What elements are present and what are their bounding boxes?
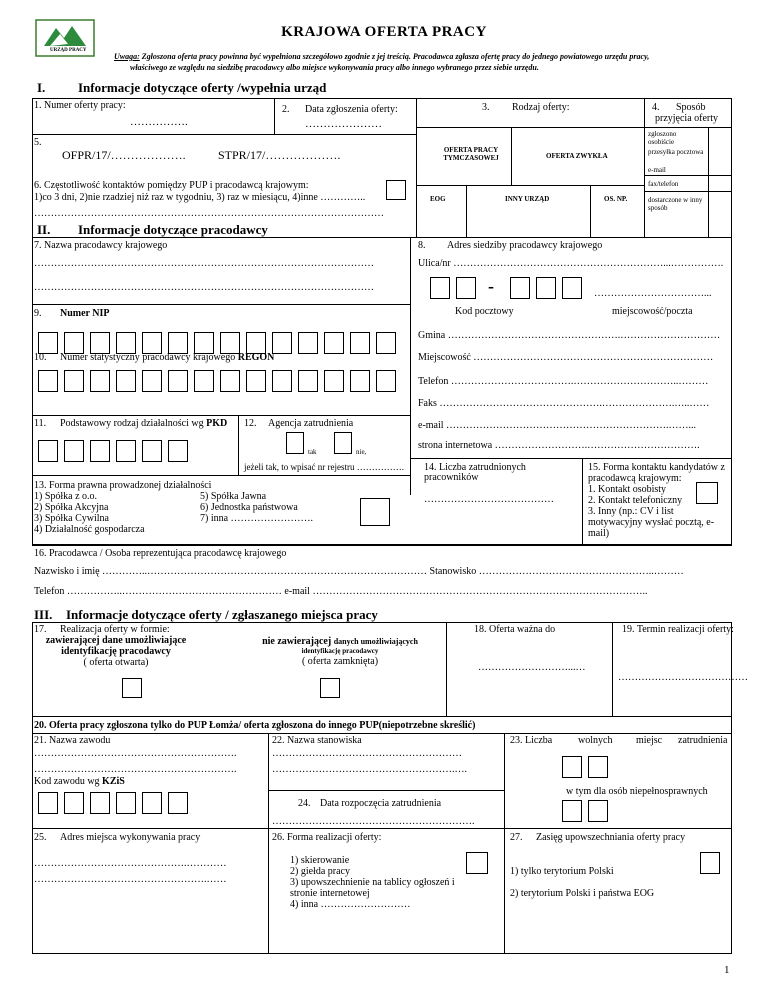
profession-code-digit[interactable] <box>90 792 110 814</box>
field-25-num: 25. <box>34 832 47 843</box>
nip-digit[interactable] <box>142 332 162 354</box>
field-12-label: Agencja zatrudnienia <box>268 418 354 429</box>
pkd-digit[interactable] <box>168 440 188 462</box>
section-3-number: III. <box>34 607 53 622</box>
field-14-value[interactable]: ………………………………… <box>424 494 554 505</box>
legal-form-7: 7) inna ……………………. <box>200 513 314 524</box>
legal-form-6: 6) Jednostka państwowa <box>200 502 298 513</box>
field-4-label-b: przyjęcia oferty <box>655 113 719 124</box>
field-11-num: 11. <box>34 418 47 429</box>
nip-digit[interactable] <box>246 332 266 354</box>
type-eog[interactable]: EOG <box>430 195 446 203</box>
field-2-num: 2. <box>282 104 290 115</box>
field-17-label: Realizacja oferty w formie: <box>60 624 170 635</box>
field-8-num: 8. <box>418 240 426 251</box>
field-15-line-4: 2. Kontakt telefoniczny <box>588 495 683 506</box>
vacancies-digit[interactable] <box>562 756 582 778</box>
type-temporary[interactable]: OFERTA PRACY TYMCZASOWEJ <box>443 146 499 162</box>
kzis-text: Kod zawodu wg <box>34 776 100 787</box>
note-line-2: właściwego ze względu na siedzibę pracodawcy albo miejsce wykonywania pracy albo innego wybranego przez siebie urzędu. <box>130 63 539 72</box>
closed-offer-line-1b: danych umożliwiających <box>333 637 418 646</box>
regon-digit[interactable] <box>272 370 292 392</box>
field-14-label-b: pracowników <box>424 472 479 483</box>
method-email[interactable]: e-mail <box>648 166 666 174</box>
postal-dash: - <box>488 276 494 296</box>
nip-digit[interactable] <box>324 332 344 354</box>
field-15-line-5: 3. Inny (np.: CV i list <box>588 506 674 517</box>
agency-yes-label: tak <box>308 448 317 456</box>
nip-digit[interactable] <box>116 332 136 354</box>
field-2-label: Data zgłoszenia oferty: <box>305 104 398 115</box>
offer-form-2: 2) giełda pracy <box>290 866 350 877</box>
type-other-office[interactable]: INNY URZĄD <box>505 195 550 203</box>
field-6-label: 6. Częstotliwość kontaktów pomiędzy PUP i pracodawcą krajowym: <box>34 180 309 191</box>
field-22-line-1[interactable]: ………………………………………………… <box>272 748 462 759</box>
legal-form-1: 1) Spółka z o.o. <box>34 491 98 502</box>
regon-digit[interactable] <box>350 370 370 392</box>
postal-digit[interactable] <box>536 277 556 299</box>
regon-digit[interactable] <box>116 370 136 392</box>
legal-form-4: 4) Działalność gospodarcza <box>34 524 145 535</box>
regon-digit[interactable] <box>376 370 396 392</box>
postal-digit[interactable] <box>456 277 476 299</box>
regon-digit[interactable] <box>194 370 214 392</box>
section-2-number: II. <box>37 222 51 237</box>
nip-digit[interactable] <box>350 332 370 354</box>
note-label: Uwaga: <box>114 52 140 61</box>
agency-no-checkbox[interactable] <box>334 432 352 454</box>
disabled-label: w tym dla osób niepełnosprawnych <box>566 786 708 797</box>
postal-label: Kod pocztowy <box>455 306 514 317</box>
pkd-digit[interactable] <box>64 440 84 462</box>
field-21-line-2[interactable]: ……………………………………………………. <box>34 764 237 775</box>
legal-form-3: 3) Spółka Cywilna <box>34 513 109 524</box>
stpr-number[interactable]: STPR/17/………………. <box>218 148 341 162</box>
field-22-line-2[interactable]: ……………………………………………….…. <box>272 764 467 775</box>
closed-offer-checkbox[interactable] <box>320 678 340 698</box>
field-7-line-2[interactable]: ………………………………………………………………………………………… <box>34 282 374 293</box>
closed-offer-line-3: ( oferta zamknięta) <box>301 656 379 667</box>
field-24-label: Data rozpoczęcia zatrudnienia <box>320 798 442 809</box>
vacancies-digit[interactable] <box>588 756 608 778</box>
kzis-abbr: KZiS <box>102 776 125 787</box>
profession-code-digit[interactable] <box>116 792 136 814</box>
kzis-label <box>34 776 125 787</box>
field-6-options: 1)co 3 dni, 2)nie rzadziej niż raz w tygodniu, 3) raz w miesiącu, 4)inne ………….. <box>34 192 366 203</box>
field-9-label: Numer NIP <box>60 308 110 319</box>
open-offer-line-3: ( oferta otwarta) <box>83 657 149 668</box>
contact-form-checkbox[interactable] <box>696 482 718 504</box>
field-2-value[interactable]: ………………… <box>305 118 382 130</box>
field-21-line-1[interactable]: ……………………………………………………. <box>34 748 237 759</box>
field-8-label: Adres siedziby pracodawcy krajowego <box>447 240 603 251</box>
agency-yes-checkbox[interactable] <box>286 432 304 454</box>
note-line-1 <box>114 52 649 61</box>
website-field[interactable]: strona internetowa ……………………….……………………………. <box>418 440 700 451</box>
field-22-label: 22. Nazwa stanowiska <box>272 735 362 746</box>
closed-offer-line-1a: nie zawierającej <box>262 636 332 647</box>
nip-digit[interactable] <box>272 332 292 354</box>
representative-phone-line[interactable]: Telefon ……………..………………………………………… e-mail ……………………………………………………………………………………….. <box>34 586 648 597</box>
offer-form-3b: stronie internetowej <box>290 888 370 899</box>
nip-digit[interactable] <box>38 332 58 354</box>
field-12-num: 12. <box>244 418 257 429</box>
offer-form-checkbox[interactable] <box>466 852 488 874</box>
regon-digit[interactable] <box>298 370 318 392</box>
field-27-label: Zasięg upowszechniania oferty pracy <box>536 832 686 843</box>
reach-checkbox[interactable] <box>700 852 720 874</box>
field-15-line-6: motywacyjny wysłać pocztą, e- <box>588 517 715 528</box>
section-3-title: Informacje dotyczące oferty / zgłaszanego miejsca pracy <box>66 607 378 622</box>
field-19-label: 19. Termin realizacji oferty: <box>622 624 734 635</box>
section-1-number: I. <box>37 80 46 95</box>
nip-digit[interactable] <box>64 332 84 354</box>
field-6-checkbox[interactable] <box>386 180 406 200</box>
field-6-other[interactable]: …………………………………………………………………………………………… <box>34 208 384 219</box>
note-text-1: Zgłoszona oferta pracy powinna być wypełniona szczegółowo zgodnie z jej treścią. Pracodawca zgłasza ofertę pracy do jednego powiatowego urzędu pracy, <box>141 52 650 61</box>
page-number: 1 <box>724 964 730 976</box>
nip-digit[interactable] <box>298 332 318 354</box>
field-15-line-1: 15. Forma kontaktu kandydatów z <box>588 462 725 473</box>
nip-digit[interactable] <box>168 332 188 354</box>
field-25-label: Adres miejsca wykonywania pracy <box>60 832 201 843</box>
fax-field[interactable]: Faks ………………………………………….………………….…..…… <box>418 398 710 409</box>
field-25-line-2[interactable]: …………………………………………….…… <box>34 874 227 885</box>
field-23-label-4: zatrudnienia <box>678 735 728 746</box>
nip-digit[interactable] <box>220 332 240 354</box>
field-23-label-3: miejsc <box>636 735 663 746</box>
field-26-label: 26. Forma realizacji oferty: <box>272 832 382 843</box>
field-5-label: 5. <box>34 137 42 148</box>
field-18-value[interactable]: ………………………...… <box>478 662 586 673</box>
field-16-label: 16. Pracodawca / Osoba reprezentująca pracodawcę krajowego <box>34 548 287 559</box>
reach-option-1: 1) tylko terytorium Polski <box>510 866 614 877</box>
method-fax[interactable]: fax/telefon <box>648 180 679 188</box>
street-field[interactable]: Ulica/nr ………………………………………………………...……………. <box>418 258 724 269</box>
pkd-label: PKD <box>206 418 228 429</box>
open-offer-checkbox[interactable] <box>122 678 142 698</box>
field-3-num: 3. <box>482 102 490 113</box>
regon-digits <box>36 370 416 394</box>
disabled-vacancies-digit[interactable] <box>588 800 608 822</box>
type-disabled[interactable]: OS. NP. <box>604 195 628 203</box>
ofpr-number[interactable]: OFPR/17/………………. <box>62 148 186 162</box>
gmina-field[interactable]: Gmina …………………………………………….………………………… <box>418 330 721 341</box>
field-15-line-3: 1. Kontakt osobisty <box>588 484 667 495</box>
field-9-num: 9. <box>34 308 42 319</box>
field-20-label: 20. Oferta pracy zgłoszona tylko do PUP Łomża/ oferta zgłoszona do innego PUP(niepotrzebne skreślić) <box>34 720 476 731</box>
field-27-num: 27. <box>510 832 523 843</box>
closed-offer-line-2: identyfikację pracodawcy <box>301 647 379 655</box>
offer-form-1: 1) skierowanie <box>290 855 350 866</box>
pkd-digit[interactable] <box>90 440 110 462</box>
locality-field[interactable]: Miejscowość ……………………………………………………………… <box>418 352 714 363</box>
method-post[interactable]: przesyłka pocztowa <box>648 148 704 156</box>
section-1-title: Informacje dotyczące oferty /wypełnia urząd <box>78 80 327 95</box>
closed-offer-line-1 <box>240 636 440 647</box>
profession-code-digit[interactable] <box>38 792 58 814</box>
phone-field[interactable]: Telefon ……………………………….…………………………..……… <box>418 376 709 387</box>
field-23-label-2: wolnych <box>578 735 613 746</box>
page-title: KRAJOWA OFERTA PRACY <box>281 24 487 40</box>
field-17-num: 17. <box>34 624 47 635</box>
pkd-digit[interactable] <box>142 440 162 462</box>
legal-form-5: 5) Spółka Jawna <box>200 491 267 502</box>
field-24-value[interactable]: ……………………………………………………. <box>272 816 475 827</box>
profession-code-digit[interactable] <box>168 792 188 814</box>
offer-form-4: 4) inna ……………………… <box>290 899 411 910</box>
field-10-label <box>60 352 274 363</box>
regon-digit[interactable] <box>64 370 84 392</box>
regon-digit[interactable] <box>38 370 58 392</box>
field-11-text: Podstawowy rodzaj działalności wg <box>60 418 204 429</box>
pkd-digit[interactable] <box>116 440 136 462</box>
agency-registry[interactable]: jeżeli tak, to wpisać nr rejestru ……………. <box>244 462 404 472</box>
field-25-line-1[interactable]: ……………………………………….………… <box>34 858 227 869</box>
regon-digit[interactable] <box>168 370 188 392</box>
logo-text: URZĄD PRACY <box>50 48 87 53</box>
field-18-label: 18. Oferta ważna do <box>474 624 556 635</box>
email-field[interactable]: e-mail ………………………………………………………….……... <box>418 420 697 431</box>
field-10-text: Numer statystyczny pracodawcy krajowego <box>60 352 236 363</box>
section-2-title: Informacje dotyczące pracodawcy <box>78 222 268 237</box>
nip-digit[interactable] <box>90 332 110 354</box>
nip-digit[interactable] <box>194 332 214 354</box>
field-1-value[interactable]: ……………. <box>130 116 188 128</box>
regon-digit[interactable] <box>90 370 110 392</box>
field-21-label: 21. Nazwa zawodu <box>34 735 111 746</box>
field-1-label: 1. Numer oferty pracy: <box>34 100 126 111</box>
postal-digit[interactable] <box>430 277 450 299</box>
field-7-line-1[interactable]: ………………………………………………………………………………………… <box>34 258 374 269</box>
field-14-label-a: 14. Liczba zatrudnionych <box>424 462 526 473</box>
pkd-digit[interactable] <box>38 440 58 462</box>
method-other[interactable]: dostarczone w inny sposób <box>648 196 703 212</box>
nip-digit[interactable] <box>376 332 396 354</box>
disabled-vacancies-digit[interactable] <box>562 800 582 822</box>
legal-form-checkbox[interactable] <box>360 498 390 526</box>
field-19-value[interactable]: ………………………………… <box>618 672 748 683</box>
regon-label: REGON <box>237 352 275 363</box>
postal-digit[interactable] <box>510 277 530 299</box>
field-10-num: 10. <box>34 352 47 363</box>
field-11-label <box>60 418 227 429</box>
profession-code-digit[interactable] <box>64 792 84 814</box>
agency-no-label: nie, <box>356 448 367 456</box>
field-15-line-2: pracodawcą krajowym: <box>588 473 682 484</box>
type-regular[interactable]: OFERTA ZWYKŁA <box>546 152 608 160</box>
legal-form-2: 2) Spółka Akcyjna <box>34 502 109 513</box>
method-personal[interactable]: zgłoszono osobiście <box>648 130 677 146</box>
field-23-label-1: 23. Liczba <box>510 735 553 746</box>
field-4-num: 4. <box>652 102 660 113</box>
open-offer-line-2: identyfikację pracodawcy <box>61 646 171 657</box>
regon-digit[interactable] <box>220 370 240 392</box>
field-3-label: Rodzaj oferty: <box>512 102 570 113</box>
open-offer-line-1: zawierającej dane umożliwiające <box>45 635 187 646</box>
reach-option-2: 2) terytorium Polski i państwa EOG <box>510 888 655 899</box>
offer-form-3: 3) upowszechnienie na tablicy ogłoszeń i <box>290 877 455 888</box>
city-field[interactable]: ……………………………... <box>594 288 712 299</box>
field-4-label-a: Sposób <box>676 102 706 113</box>
profession-code-digit[interactable] <box>142 792 162 814</box>
field-13-title: 13. Forma prawna prowadzonej działalności <box>34 480 212 491</box>
regon-digit[interactable] <box>246 370 266 392</box>
field-15-line-7: mail) <box>588 528 610 539</box>
field-7-label: 7. Nazwa pracodawcy krajowego <box>34 240 168 251</box>
city-label: miejscowość/poczta <box>612 306 693 317</box>
postal-digit[interactable] <box>562 277 582 299</box>
field-24-num: 24. <box>298 798 311 809</box>
regon-digit[interactable] <box>142 370 162 392</box>
representative-name-line[interactable]: Nazwisko i imię …………..………………………………………………………………………… Stanowisko ……………………………………………..……… <box>34 566 684 577</box>
regon-digit[interactable] <box>324 370 344 392</box>
